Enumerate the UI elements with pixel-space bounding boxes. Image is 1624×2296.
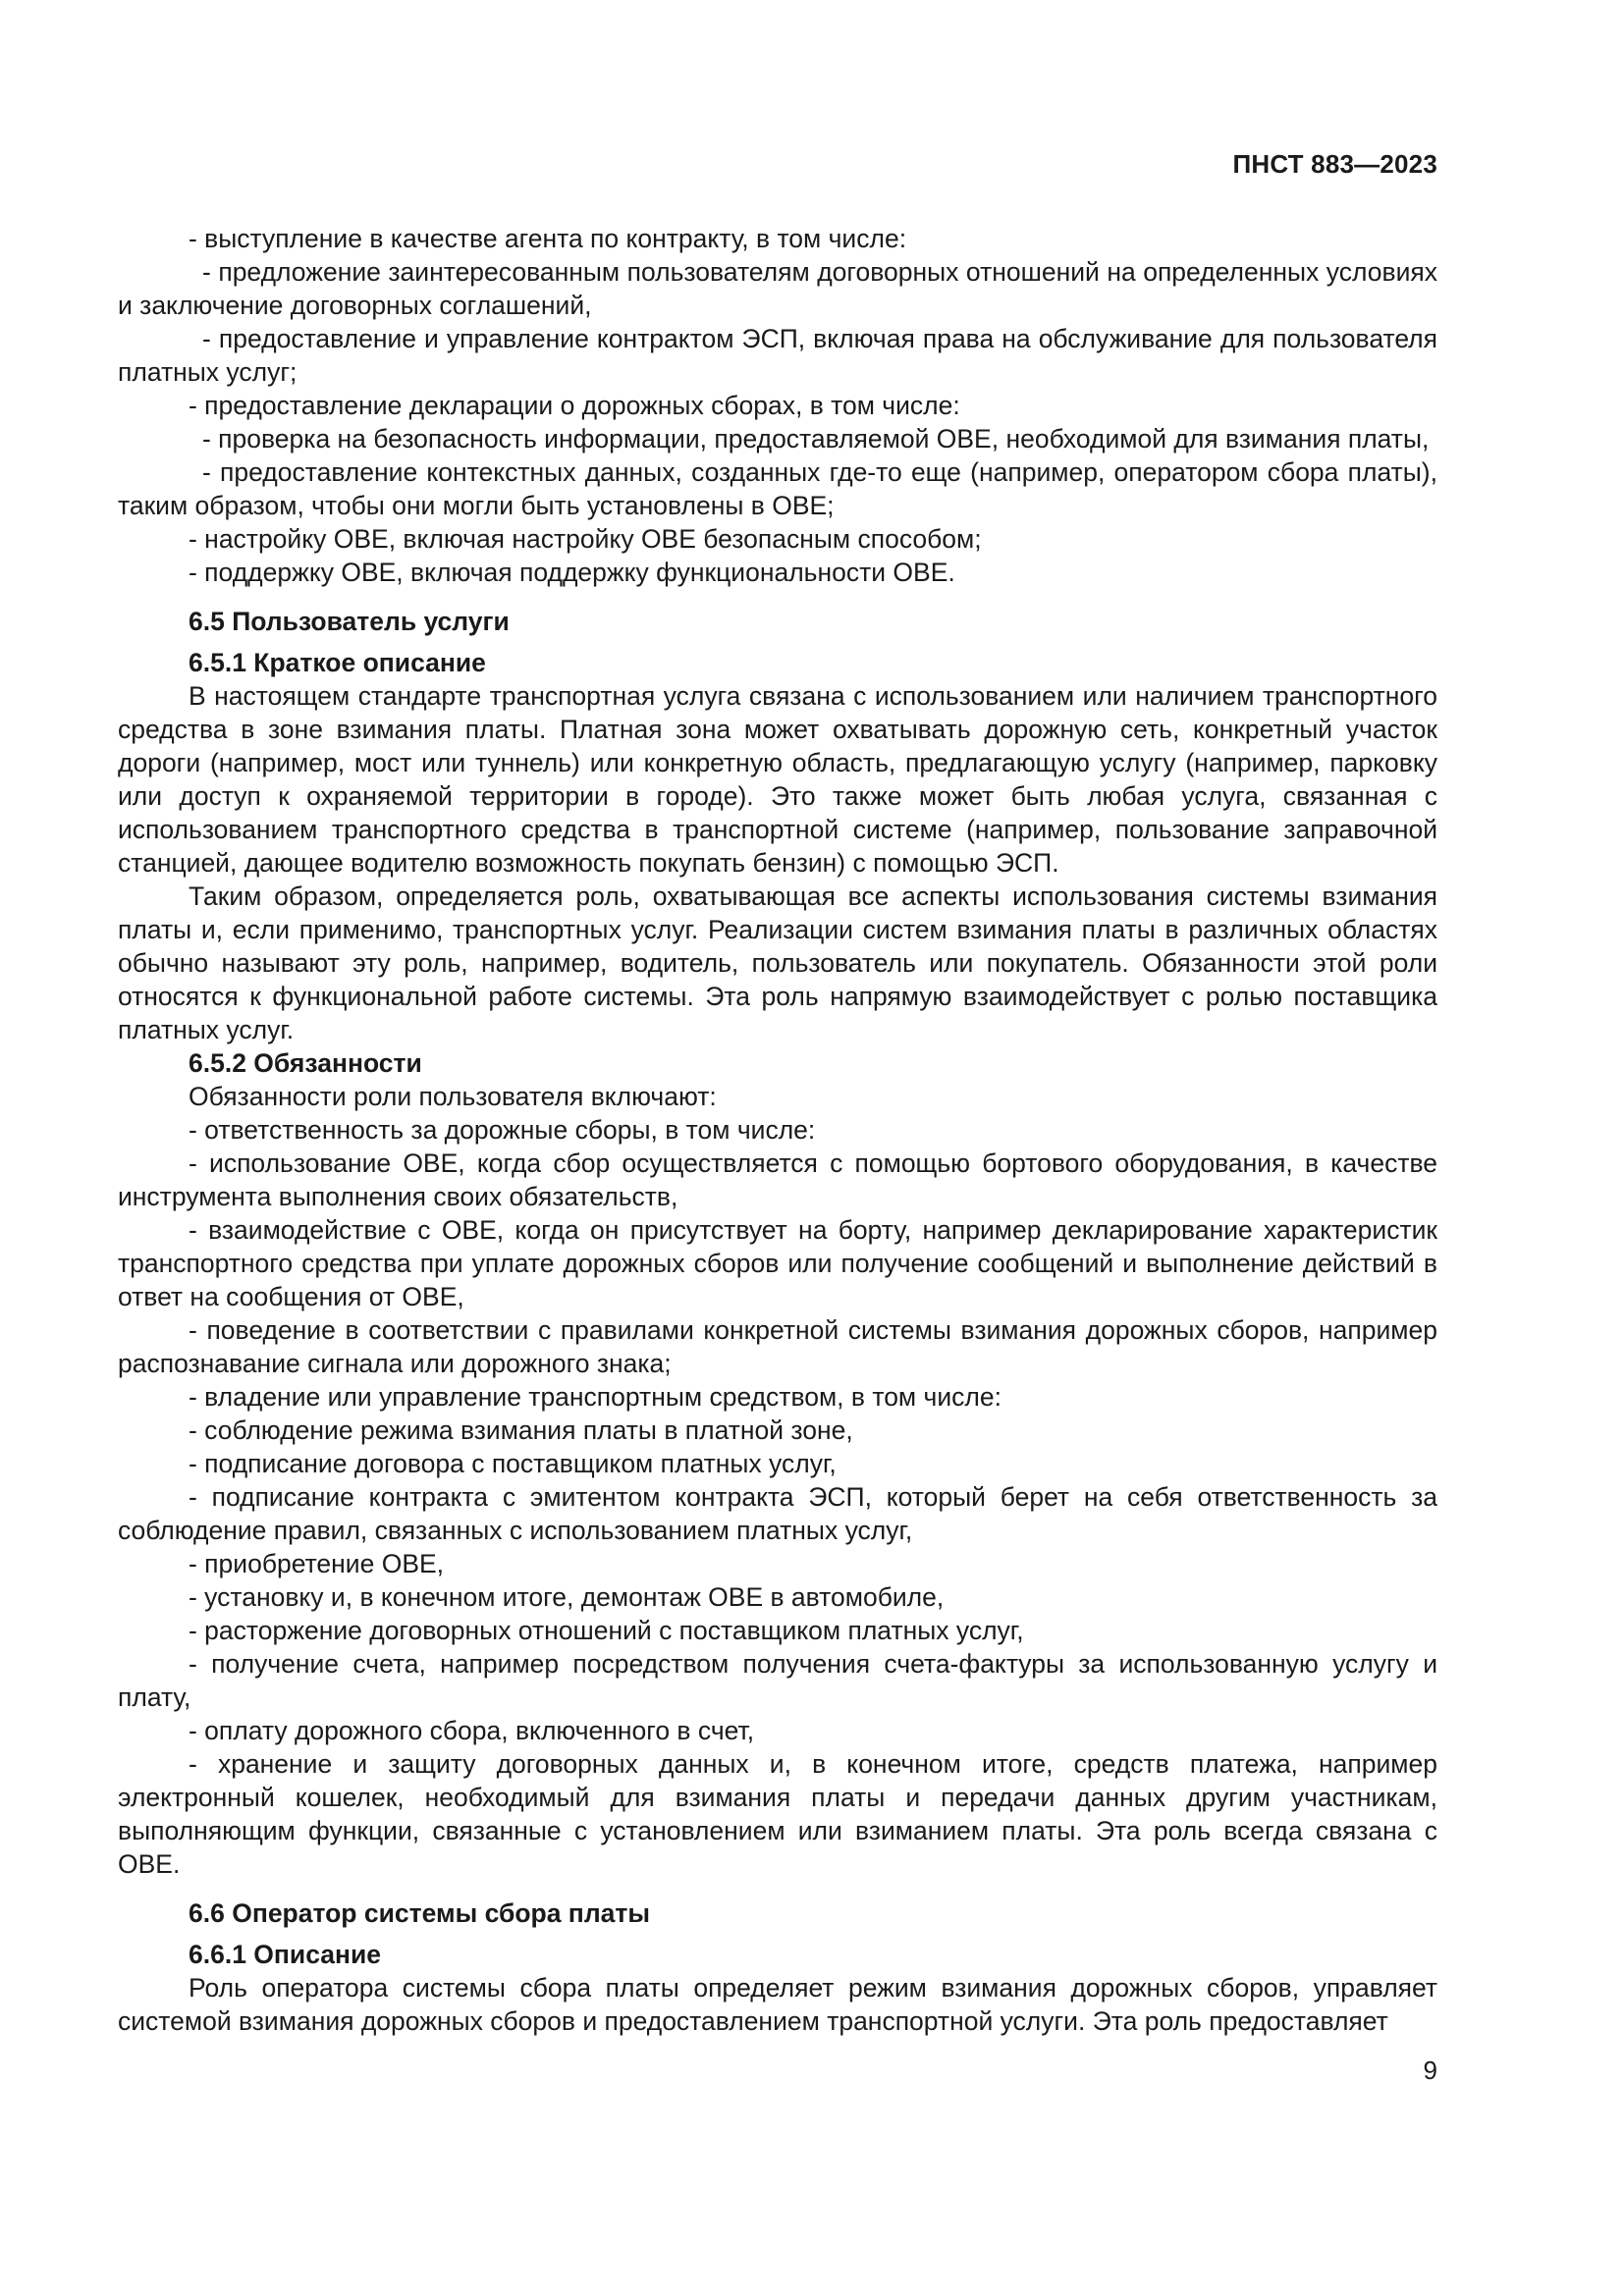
list-item: - предоставление и управление контрактом ЭСП, включая права на обслуживание для пользователя платных услуг; bbox=[118, 324, 1437, 387]
list-item: - взаимодействие с OBE, когда он присутствует на борту, например декларирование характеристик транспортного средства при уплате дорожных сборов или получение сообщений и выполнение действий в ответ на сообщения от OBE, bbox=[118, 1215, 1437, 1311]
list-item: - выступление в качестве агента по контракту, в том числе: bbox=[189, 224, 907, 253]
list-item: - получение счета, например посредством получения счета-фактуры за использованную услугу и плату, bbox=[118, 1649, 1437, 1712]
list-item: - подписание контракта с эмитентом контракта ЭСП, который берет на себя ответственность за соблюдение правил, связанных с использованием платных услуг, bbox=[118, 1482, 1437, 1545]
list-item: - поведение в соответствии с правилами конкретной системы взимания дорожных сборов, например распознавание сигнала или дорожного знака; bbox=[118, 1315, 1437, 1378]
paragraph: В настоящем стандарте транспортная услуга связана с использованием или наличием транспортного средства в зоне взимания платы. Платная зона может охватывать дорожную сеть, конкретный участок дороги (например, мост или туннель) или конкретную область, предлагающую услугу (например, парковку или доступ к охраняемой территории в городе). Это также может быть любая услуга, связанная с использованием транспортного средства в транспортной системе (например, пользование заправочной станцией, дающее водителю возможность покупать бензин) с помощью ЭСП. bbox=[118, 681, 1437, 878]
list-item: - расторжение договорных отношений с поставщиком платных услуг, bbox=[189, 1616, 1024, 1645]
document-number: ПНСТ 883—2023 bbox=[1232, 149, 1437, 179]
subsection-heading: 6.6.1 Описание bbox=[189, 1940, 382, 1969]
subsection-heading: 6.5.2 Обязанности bbox=[189, 1048, 422, 1078]
list-item: - ответственность за дорожные сборы, в том числе: bbox=[189, 1115, 816, 1145]
list-item: - владение или управление транспортным средством, в том числе: bbox=[189, 1382, 1001, 1412]
section-heading: 6.5 Пользователь услуги bbox=[189, 607, 510, 636]
list-item: - настройку OBE, включая настройку OBE безопасным способом; bbox=[189, 524, 982, 554]
paragraph: Обязанности роли пользователя включают: bbox=[189, 1082, 717, 1111]
list-item: - предоставление контекстных данных, созданных где-то еще (например, оператором сбора платы), таким образом, чтобы они могли быть установлены в OBE; bbox=[118, 457, 1437, 520]
list-item: - хранение и защиту договорных данных и, в конечном итоге, средств платежа, например электронный кошелек, необходимый для взимания платы и передачи данных другим участникам, выполняющим функции, связанные с установлением или взиманием платы. Эта роль всегда связана с OBE. bbox=[118, 1749, 1437, 1879]
page-content bbox=[118, 222, 1437, 2038]
list-item: - предложение заинтересованным пользователям договорных отношений на определенных условиях и заключение договорных соглашений, bbox=[118, 257, 1437, 320]
subsection-heading: 6.5.1 Краткое описание bbox=[189, 648, 486, 677]
list-item: - проверка на безопасность информации, предоставляемой OBE, необходимой для взимания платы, bbox=[202, 424, 1430, 454]
list-item: - приобретение OBE, bbox=[189, 1549, 445, 1578]
list-item: - установку и, в конечном итоге, демонтаж OBE в автомобиле, bbox=[189, 1582, 945, 1612]
list-item: - использование OBE, когда сбор осуществляется с помощью бортового оборудования, в качестве инструмента выполнения своих обязательств, bbox=[118, 1148, 1437, 1211]
page-number: 9 bbox=[1423, 2056, 1437, 2085]
list-item: - соблюдение режима взимания платы в платной зоне, bbox=[189, 1415, 853, 1445]
list-item: - оплату дорожного сбора, включенного в счет, bbox=[189, 1716, 755, 1745]
list-item: - предоставление декларации о дорожных сборах, в том числе: bbox=[189, 391, 960, 420]
section-heading: 6.6 Оператор системы сбора платы bbox=[189, 1898, 650, 1928]
paragraph: Роль оператора системы сбора платы определяет режим взимания дорожных сборов, управляет системой взимания дорожных сборов и предоставлением транспортной услуги. Эта роль предоставляет bbox=[118, 1973, 1437, 2036]
paragraph: Таким образом, определяется роль, охватывающая все аспекты использования системы взимания платы и, если применимо, транспортных услуг. Реализации систем взимания платы в различных областях обычно называют эту роль, например, водитель, пользователь или покупатель. Обязанности этой роли относятся к функциональной работе системы. Эта роль напрямую взаимодействует с ролью поставщика платных услуг. bbox=[118, 881, 1437, 1044]
list-item: - поддержку OBE, включая поддержку функциональности OBE. bbox=[189, 558, 955, 587]
list-item: - подписание договора с поставщиком платных услуг, bbox=[189, 1449, 837, 1478]
